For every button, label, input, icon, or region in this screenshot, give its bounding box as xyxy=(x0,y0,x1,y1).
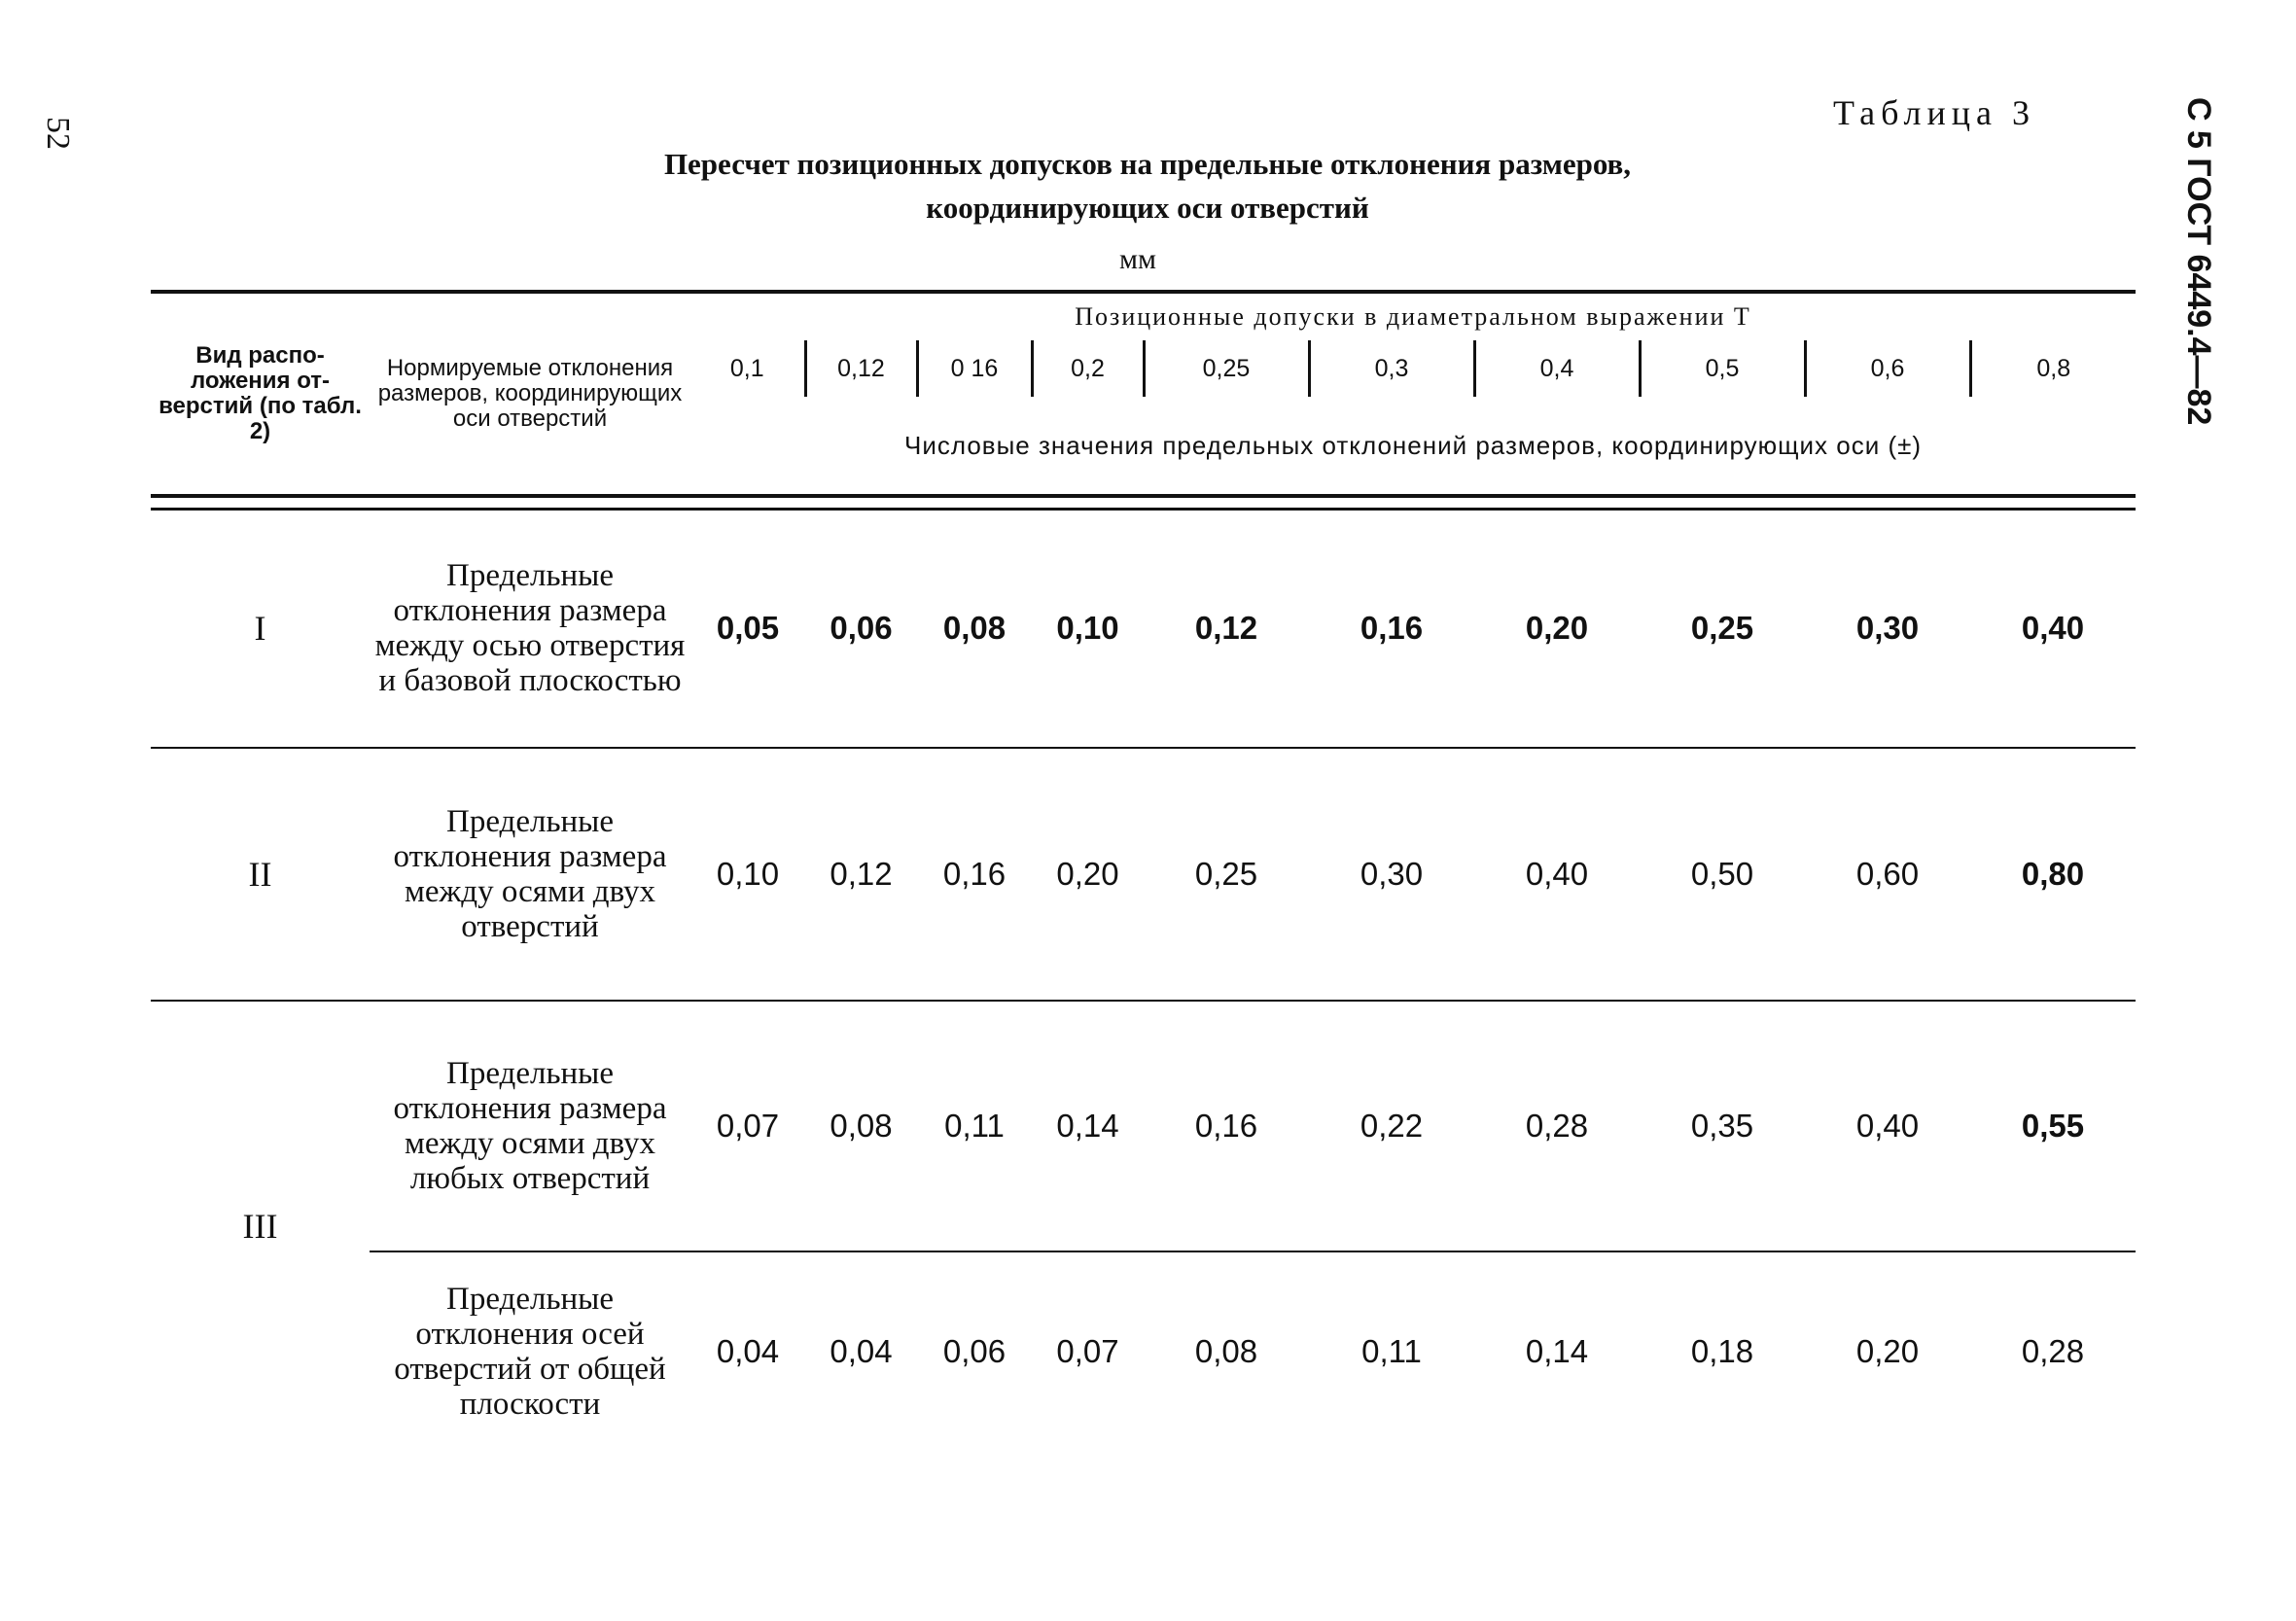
value-cell: 0,55 xyxy=(1970,1001,2136,1251)
header-positional-tolerances: Позиционные допуски в диаметральном выражении T xyxy=(690,292,2136,340)
table-row xyxy=(151,1001,2136,1251)
value-cell: 0,14 xyxy=(1474,1251,1640,1451)
value-cell: 0,08 xyxy=(942,610,1007,647)
value-cell: 0,30 xyxy=(1855,610,1920,647)
side-header: С 5 ГОСТ 6449.4—82 xyxy=(2180,97,2217,426)
value-cell: 0,14 xyxy=(1032,1001,1144,1251)
value-cell: 0,20 xyxy=(1805,1251,1970,1451)
value-cell: 0,04 xyxy=(690,1251,805,1451)
value-cell: 0,16 xyxy=(917,748,1032,1001)
table-row xyxy=(151,1251,2136,1451)
row-description: Предельные отклонения осей отверстий от общей плоскости xyxy=(370,1251,690,1451)
value-cell: 0,16 xyxy=(1144,1001,1309,1251)
value-cell: 0,60 xyxy=(1805,748,1970,1001)
value-cell: 0,11 xyxy=(1309,1251,1474,1451)
table-title-line1: Пересчет позиционных допусков на предельные отклонения размеров, xyxy=(663,147,1632,181)
value-cell: 0,11 xyxy=(917,1001,1032,1251)
value-cell: 0,40 xyxy=(2021,610,2085,647)
value-cell: 0,30 xyxy=(1309,748,1474,1001)
unit-label: мм xyxy=(1119,243,1156,275)
tolerance-header: 0,4 xyxy=(1474,340,1640,397)
value-cell: 0,06 xyxy=(917,1251,1032,1451)
value-cell: 0,16 xyxy=(1360,610,1424,647)
value-cell: 0,25 xyxy=(1690,610,1754,647)
tolerance-header: 0,2 xyxy=(1032,340,1144,397)
tolerance-header: 0,5 xyxy=(1640,340,1805,397)
value-cell: 0,35 xyxy=(1640,1001,1805,1251)
tolerance-header: 0,1 xyxy=(729,354,764,382)
tolerance-header: 0,25 xyxy=(1144,340,1309,397)
value-cell: 0,04 xyxy=(805,1251,917,1451)
value-cell: 0,05 xyxy=(716,610,780,647)
value-cell: 0,40 xyxy=(1805,1001,1970,1251)
value-cell: 0,20 xyxy=(1032,748,1144,1001)
header-normalized-deviations: Нормируемые отклонения размеров, координирующих оси отверстий xyxy=(370,292,690,496)
value-cell: 0,08 xyxy=(1144,1251,1309,1451)
tolerance-header: 0,3 xyxy=(1309,340,1474,397)
row-type-label: I xyxy=(254,609,266,649)
tolerance-header: 0,8 xyxy=(1970,340,2136,397)
header-arrangement-type: Вид расположения отверстий (по табл. 2) xyxy=(151,292,370,496)
tolerance-header: 0,6 xyxy=(1805,340,1970,397)
value-cell: 0,40 xyxy=(1474,748,1640,1001)
tolerance-table xyxy=(151,290,2136,1451)
value-cell: 0,10 xyxy=(1056,610,1119,647)
value-cell: 0,28 xyxy=(1970,1251,2136,1451)
table-row xyxy=(151,748,2136,1001)
row-description: Предельные отклонения размера между осями двух отверстий xyxy=(370,748,690,1001)
value-cell: 0,12 xyxy=(805,748,917,1001)
value-cell: 0,50 xyxy=(1640,748,1805,1001)
row-description: Предельные отклонения размера между осями двух любых отверстий xyxy=(370,1001,690,1251)
row-type-label: III xyxy=(151,1001,370,1451)
value-cell: 0,28 xyxy=(1474,1001,1640,1251)
header-numeric-values: Числовые значения предельных отклонений размеров, координирующих оси (±) xyxy=(904,430,1923,460)
table-row xyxy=(151,510,2136,748)
value-cell: 0,20 xyxy=(1525,610,1589,647)
value-cell: 0,07 xyxy=(1032,1251,1144,1451)
table-title-line2: координирующих оси отверстий xyxy=(926,191,1369,225)
value-cell: 0,08 xyxy=(805,1001,917,1251)
value-cell: 0,06 xyxy=(830,610,893,647)
row-description: Предельные отклонения размера между осью отверстия и базовой плоскостью xyxy=(374,558,686,699)
tolerance-header: 0,12 xyxy=(805,340,917,397)
value-cell: 0,07 xyxy=(690,1001,805,1251)
row-type-label: II xyxy=(151,748,370,1001)
page-number: 52 xyxy=(40,117,76,150)
value-cell: 0,25 xyxy=(1144,748,1309,1001)
value-cell: 0,22 xyxy=(1309,1001,1474,1251)
value-cell: 0,10 xyxy=(690,748,805,1001)
table-label: Таблица 3 xyxy=(1833,93,2035,132)
value-cell: 0,80 xyxy=(1970,748,2136,1001)
value-cell: 0,12 xyxy=(1194,610,1258,647)
tolerance-header: 0 16 xyxy=(917,340,1032,397)
value-cell: 0,18 xyxy=(1640,1251,1805,1451)
